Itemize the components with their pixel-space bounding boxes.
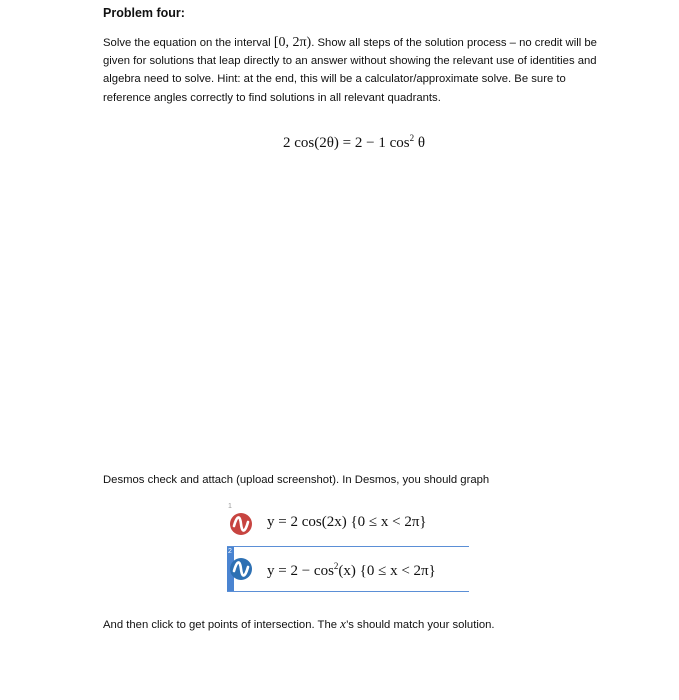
sine-wave-icon[interactable] — [229, 557, 253, 581]
problem-heading: Problem four: — [103, 6, 185, 20]
expression-math[interactable] — [267, 561, 436, 580]
expression-math-a: y = 2 − cos — [267, 563, 334, 579]
problem-instructions — [103, 34, 603, 107]
expression-math[interactable]: y = 2 cos(2x) {0 ≤ x < 2π} — [267, 514, 427, 530]
expression-exponent: 2 — [333, 561, 339, 571]
interval: [0, 2π) — [273, 35, 312, 50]
closing-variable: x — [340, 616, 346, 631]
closing-text-1: And then click to get points of intersection. The — [103, 619, 341, 631]
equation-rhs: θ — [414, 135, 426, 151]
equation-exponent: 2 — [409, 133, 415, 143]
instructions-text-1: Solve the equation on the interval — [103, 37, 274, 49]
desmos-expression-2[interactable] — [227, 547, 469, 592]
main-equation — [283, 133, 425, 152]
expression-number: 2 — [228, 548, 232, 555]
expression-math-b: (x) {0 ≤ x < 2π} — [338, 563, 436, 579]
desmos-instructions: Desmos check and attach (upload screenshot). In Desmos, you should graph — [103, 474, 490, 486]
closing-instructions — [103, 616, 495, 632]
closing-text-2: ’s should match your solution. — [345, 619, 495, 631]
sine-wave-icon[interactable] — [229, 512, 253, 536]
expression-number: 1 — [228, 503, 232, 510]
desmos-expression-1[interactable] — [227, 502, 469, 547]
instructions-text-2: . Show all steps of the solution process – no credit will be given for solutions that leap directly to an answer without showing the relevant use of identities and algebra need to solve. Hint: at the end, this will be a calculator/approximate solve. Be sure to reference angles correctly to find solutions in all relevant quadrants. — [103, 37, 597, 104]
desmos-expression-list — [227, 502, 469, 598]
equation-lhs: 2 cos(2θ) = 2 − 1 cos — [283, 135, 410, 151]
